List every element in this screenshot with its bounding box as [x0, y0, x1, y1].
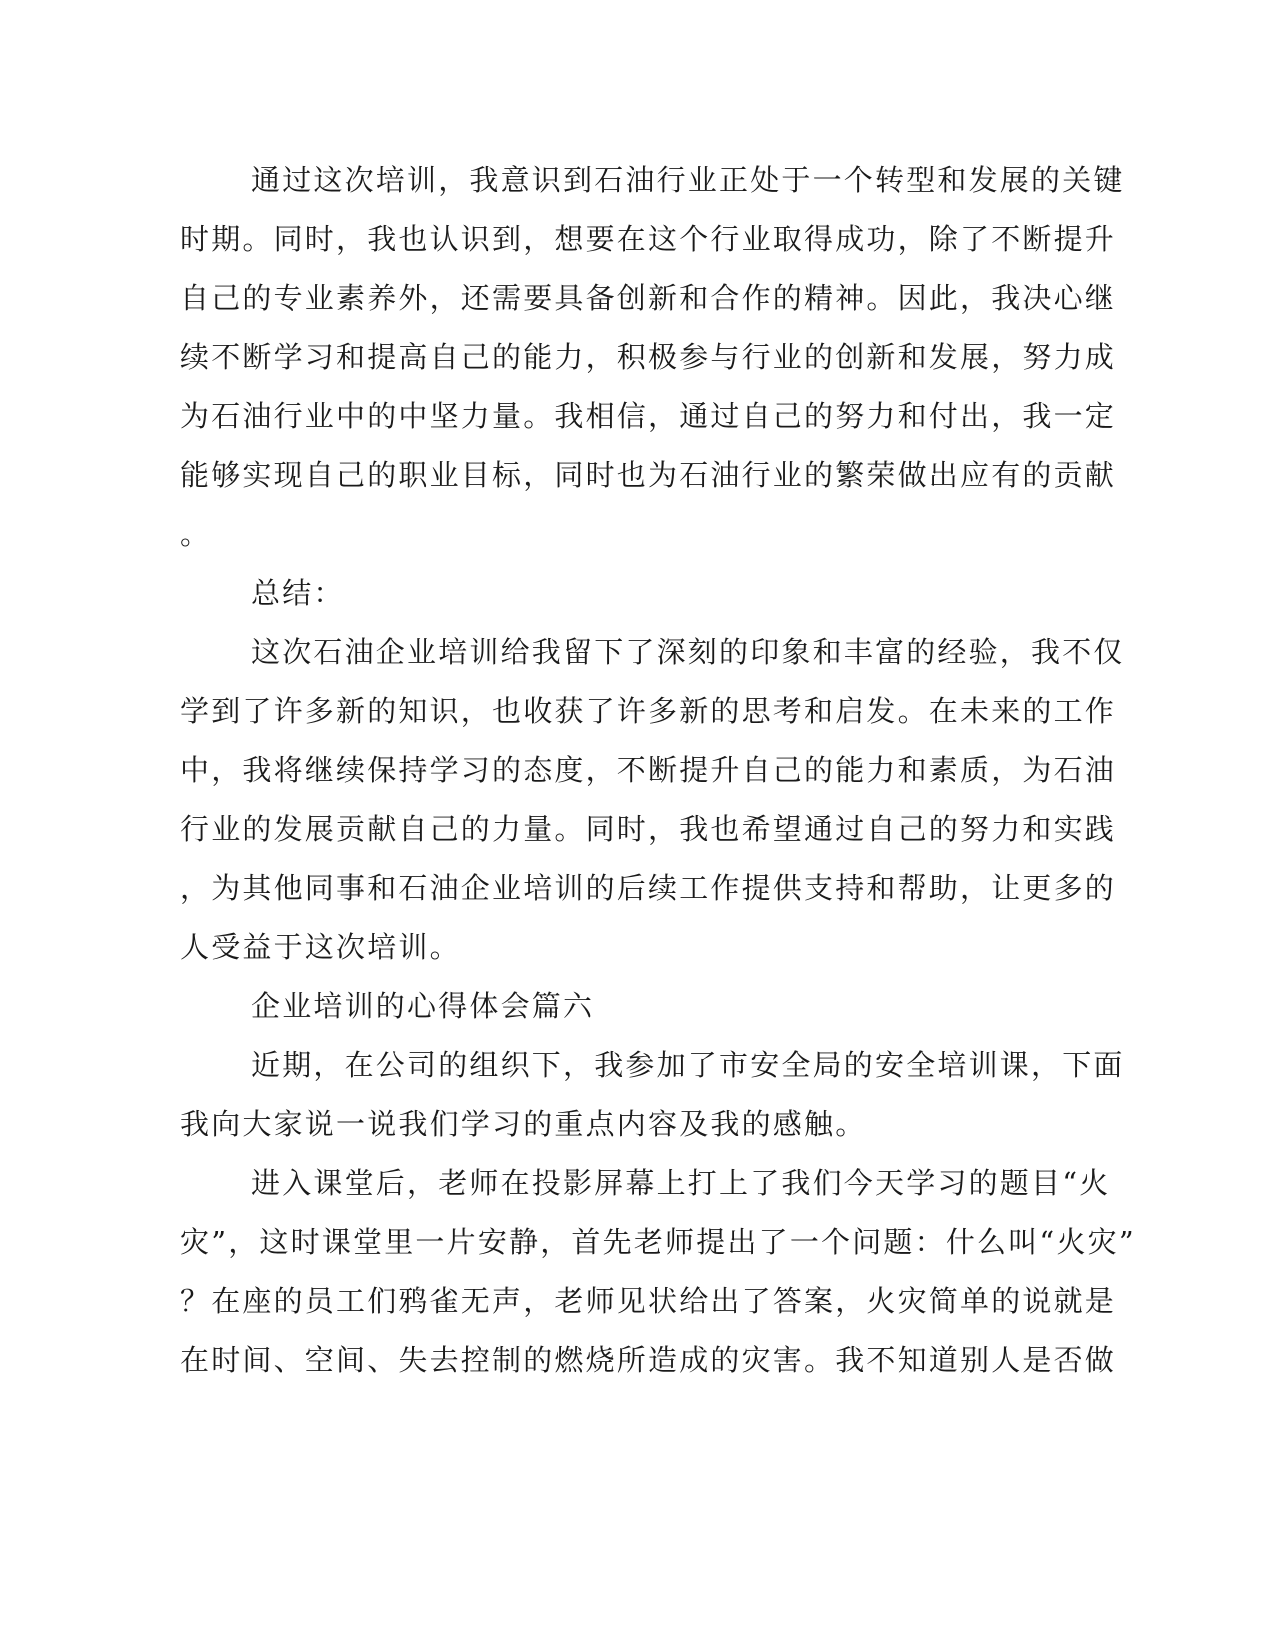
text-line: ，为其他同事和石油企业培训的后续工作提供支持和帮助，让更多的 [180, 871, 1117, 905]
text-line: 进入课堂后，老师在投影屏幕上打上了我们今天学习的题目“火 [251, 1166, 1111, 1200]
text-line: 时期。同时，我也认识到，想要在这个行业取得成功，除了不断提升 [180, 222, 1117, 256]
text-line: 中，我将继续保持学习的态度，不断提升自己的能力和素质，为石油 [180, 753, 1117, 787]
text-line: 为石油行业中的中坚力量。我相信，通过自己的努力和付出，我一定 [180, 399, 1117, 433]
text-line: 我向大家说一说我们学习的重点内容及我的感触。 [180, 1107, 867, 1141]
text-line: 。 [180, 517, 212, 551]
text-line: 自己的专业素养外，还需要具备创新和合作的精神。因此，我决心继 [180, 281, 1117, 315]
text-line: 这次石油企业培训给我留下了深刻的印象和丰富的经验，我不仅 [251, 635, 1125, 669]
text-line: 在时间、空间、失去控制的燃烧所造成的灾害。我不知道别人是否做 [180, 1343, 1117, 1377]
text-line: 人受益于这次培训。 [180, 930, 461, 964]
text-line: ？在座的员工们鸦雀无声，老师见状给出了答案，火灾简单的说就是 [180, 1284, 1117, 1318]
text-line: 学到了许多新的知识，也收获了许多新的思考和启发。在未来的工作 [180, 694, 1117, 728]
text-line: 续不断学习和提高自己的能力，积极参与行业的创新和发展，努力成 [180, 340, 1117, 374]
section-heading: 总结： [251, 576, 345, 610]
text-line: 能够实现自己的职业目标，同时也为石油行业的繁荣做出应有的贡献 [180, 458, 1117, 492]
text-line: 近期，在公司的组织下，我参加了市安全局的安全培训课，下面 [251, 1048, 1125, 1082]
text-line: 通过这次培训，我意识到石油行业正处于一个转型和发展的关键 [251, 163, 1125, 197]
text-line: 灾”，这时课堂里一片安静，首先老师提出了一个问题：什么叫“火灾” [180, 1225, 1136, 1259]
article-title: 企业培训的心得体会篇六 [251, 989, 595, 1023]
text-line: 行业的发展贡献自己的力量。同时，我也希望通过自己的努力和实践 [180, 812, 1117, 846]
